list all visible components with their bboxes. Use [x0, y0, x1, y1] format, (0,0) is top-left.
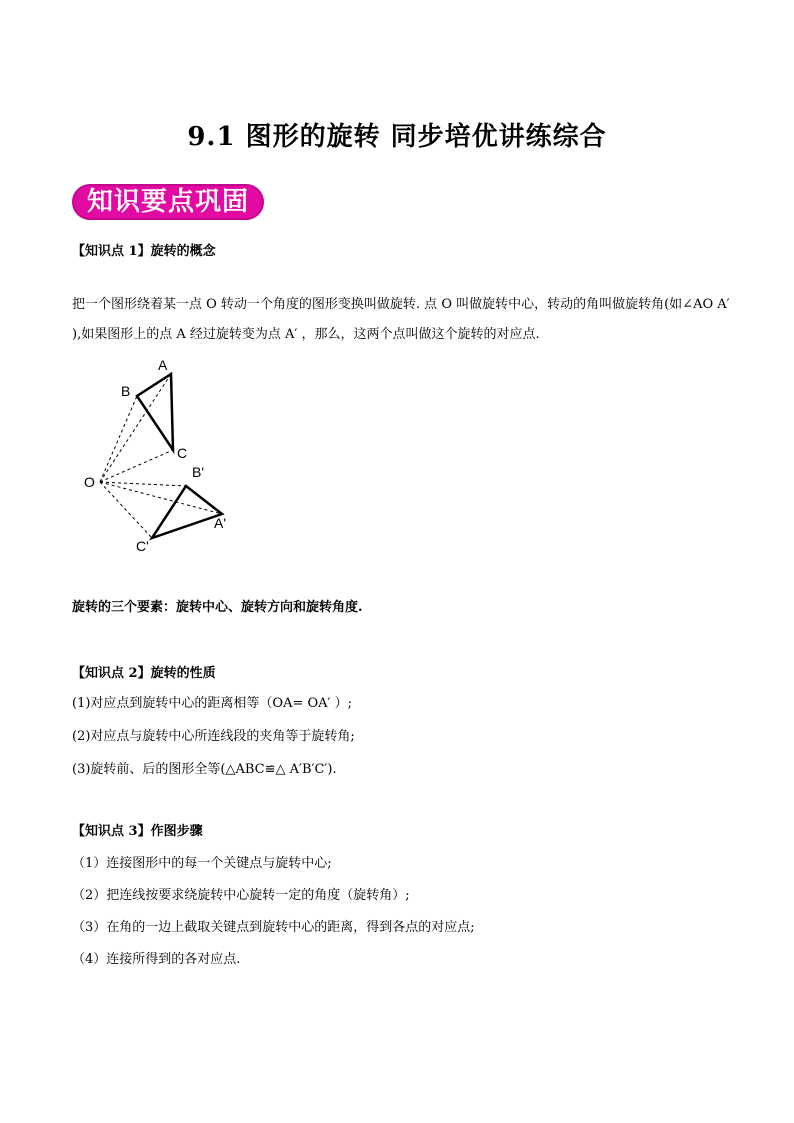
kp3-heading: 【知识点 3】作图步骤 [72, 824, 203, 839]
label-c: C [177, 445, 188, 461]
kp1-summary: 旋转的三个要素：旋转中心、旋转方向和旋转角度. [72, 600, 363, 615]
kp3-item-3: （3）在角的一边上截取关键点到旋转中心的距离，得到各点的对应点; [72, 920, 475, 935]
kp2-item-3: (3)旋转前、后的图形全等(△ABC≌△ A′B′C′). [72, 762, 337, 777]
kp3-item-1: （1）连接图形中的每一个关键点与旋转中心; [72, 856, 332, 871]
page-title: 9.1 图形的旋转 同步培优讲练综合 [187, 122, 607, 152]
kp2-item-1: (1)对应点到旋转中心的距离相等（OA= OA′ ）; [72, 696, 352, 711]
kp2-heading: 【知识点 2】旋转的性质 [72, 666, 216, 681]
label-a: A [158, 357, 168, 373]
rotation-figure [80, 350, 250, 560]
kp2-item-2: (2)对应点与旋转中心所连线段的夹角等于旋转角; [72, 729, 355, 744]
kp1-paragraph: 把一个图形绕着某一点 O 转动一个角度的图形变换叫做旋转. 点 O 叫做旋转中心，转动的角叫做旋转角(如∠AO A′ ),如果图形上的点 A 经过旋转变为点 A′ ，那么，这两个点叫做这个旋转的对应点. [72, 297, 730, 342]
triangle-abc [137, 374, 173, 450]
dashed-lines [100, 374, 222, 538]
kp3-item-2: （2）把连线按要求绕旋转中心旋转一定的角度（旋转角）; [72, 888, 410, 903]
label-o: O [84, 474, 95, 490]
kp1-heading: 【知识点 1】旋转的概念 [72, 244, 216, 259]
triangle-a1b1c1 [152, 486, 222, 538]
label-a-prime: A' [214, 515, 227, 531]
label-c-prime: C' [136, 538, 149, 554]
section-badge: 知识要点巩固 [72, 184, 264, 220]
label-b: B [121, 383, 131, 399]
kp3-item-4: （4）连接所得到的各对应点. [72, 952, 241, 967]
label-b-prime: B' [192, 464, 205, 480]
